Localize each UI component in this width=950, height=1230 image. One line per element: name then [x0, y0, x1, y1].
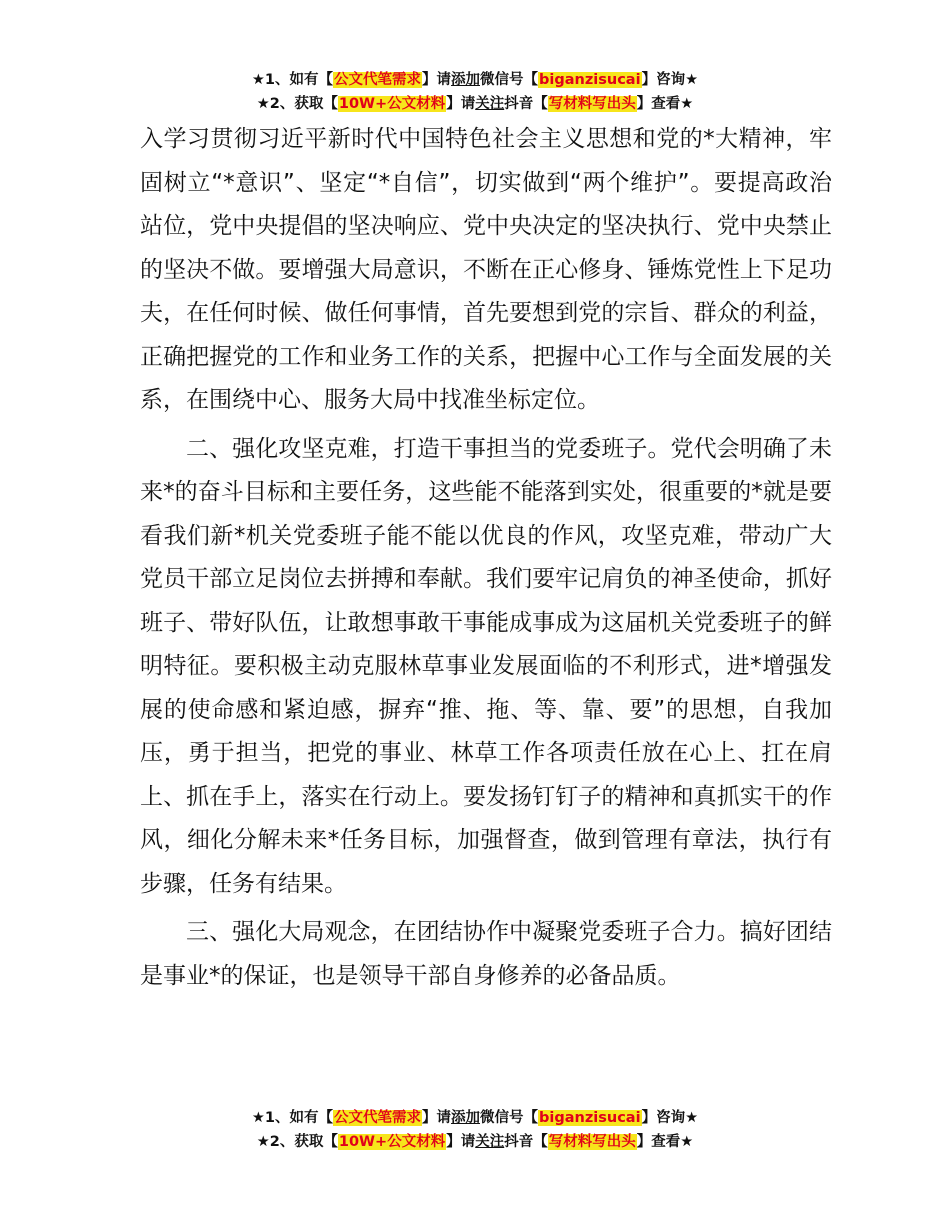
header-line-2-highlight-douyin: 写材料写出头	[548, 96, 636, 112]
header-line-1-middle: 】请	[422, 72, 452, 88]
paragraph-2: 二、强化攻坚克难，打造干事担当的党委班子。党代会明确了未来*的奋斗目标和主要任务，这些能不能落到实处，很重要的*就是要看我们新*机关党委班子能不能以优良的作风，攻坚克难，带动广大党员干部立足岗位去拼搏和奉献。我们要牢记肩负的神圣使命，抓好班子、带好队伍，让敢想事敢干事能成事成为这届机关党委班子的鲜明特征。要积极主动克服林草事业发展面临的不利形式，进*增强发展的使命感和紧迫感，摒弃“推、拖、等、靠、要”的思想，自我加压，勇于担当，把党的事业、林草工作各项责任放在心上、扛在肩上、抓在手上，落实在行动上。要发扬钉钉子的精神和真抓实干的作风，细化分解未来*任务目标，加强督查，做到管理有章法，执行有步骤，任务有结果。	[140, 435, 832, 897]
paragraph-1: 入学习贯彻习近平新时代中国特色社会主义思想和党的*大精神，牢固树立“*意识”、坚定“*自信”，切实做到“两个维护”。要提高政治站位，党中央提倡的坚决响应、党中央决定的坚决执行、党中央禁止的坚决不做。要增强大局意识，不断在正心修身、锤炼党性上下足功夫，在任何时候、做任何事情，首先要想到党的宗旨、群众的利益，正确把握党的工作和业务工作的关系，把握中心工作与全面发展的关系，在围绕中心、服务大局中找准坐标定位。	[140, 126, 832, 413]
footer-line-2-prefix: ★2、获取【	[256, 1134, 338, 1150]
paragraph-3: 三、强化大局观念，在团结协作中凝聚党委班子合力。搞好团结是事业*的保证，也是领导干部自身修养的必备品质。	[140, 919, 832, 989]
footer-line-2-middle-2: 抖音【	[504, 1134, 548, 1150]
footer-line-2-middle: 】请	[446, 1134, 476, 1150]
footer-line-2-highlight-douyin: 写材料写出头	[548, 1134, 636, 1150]
footer-banner	[0, 1106, 950, 1154]
header-line-1-prefix: ★1、如有【	[251, 72, 334, 88]
footer-line-2	[0, 1130, 950, 1154]
header-line-1-emphasis: 添加	[451, 72, 481, 88]
header-line-2-middle-2: 抖音【	[504, 96, 548, 112]
footer-line-1	[0, 1106, 950, 1130]
header-banner	[0, 68, 950, 116]
footer-line-1-prefix: ★1、如有【	[251, 1110, 334, 1126]
header-line-2-emphasis: 关注	[475, 96, 505, 112]
footer-line-2-emphasis: 关注	[475, 1134, 505, 1150]
header-line-1-highlight-wechat: biganzisucai	[539, 72, 641, 88]
footer-line-1-middle: 】请	[422, 1110, 452, 1126]
header-line-2	[0, 92, 950, 116]
header-line-2-suffix: 】查看★	[636, 96, 694, 112]
footer-line-1-middle-2: 微信号【	[480, 1110, 539, 1126]
footer-line-1-suffix: 】咨询★	[641, 1110, 699, 1126]
footer-line-1-highlight-service: 公文代笔需求	[334, 1110, 422, 1126]
header-line-2-middle: 】请	[446, 96, 476, 112]
footer-line-2-highlight-materials: 10W+公文材料	[338, 1134, 446, 1150]
footer-line-1-emphasis: 添加	[451, 1110, 481, 1126]
header-line-1	[0, 68, 950, 92]
header-line-1-highlight-service: 公文代笔需求	[334, 72, 422, 88]
header-line-1-middle-2: 微信号【	[480, 72, 539, 88]
header-line-1-suffix: 】咨询★	[641, 72, 699, 88]
footer-line-2-suffix: 】查看★	[636, 1134, 694, 1150]
document-body	[140, 118, 832, 998]
header-line-2-highlight-materials: 10W+公文材料	[338, 96, 446, 112]
header-line-2-prefix: ★2、获取【	[256, 96, 338, 112]
footer-line-1-highlight-wechat: biganzisucai	[539, 1110, 641, 1126]
